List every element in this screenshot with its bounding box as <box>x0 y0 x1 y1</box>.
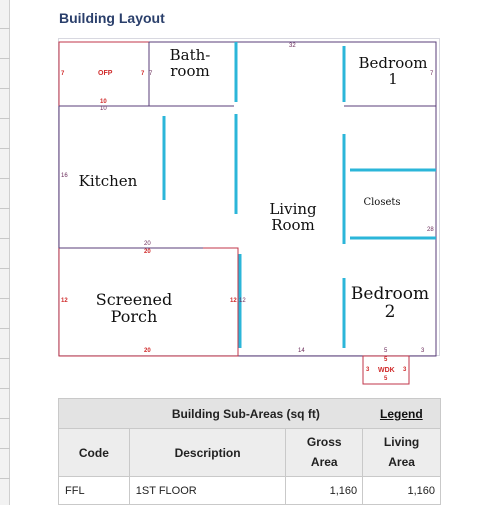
label-ofp: OFP <box>98 70 113 77</box>
rail-tick <box>0 28 10 29</box>
dim-ofp-left: 7 <box>61 71 65 77</box>
room-bedroom-1: Bedroom 1 <box>358 54 428 88</box>
dim-top: 32 <box>289 43 296 49</box>
rail-tick <box>0 448 10 449</box>
dim-ofp-bottom-2: 10 <box>100 106 107 112</box>
dim-porch-left: 12 <box>61 298 68 304</box>
cell-code: FFL <box>59 477 130 505</box>
rail-tick <box>0 478 10 479</box>
rail-tick <box>0 388 10 389</box>
dim-ofp-bottom: 10 <box>100 99 107 105</box>
col-gross-area: Gross Area <box>286 429 363 477</box>
floor-plan <box>58 38 440 388</box>
floor-plan-drawing <box>58 38 440 388</box>
rail-tick <box>0 328 10 329</box>
rail-tick <box>0 268 10 269</box>
dim-deck-top: 5 <box>384 348 388 354</box>
rail-tick <box>0 358 10 359</box>
rail-tick <box>0 148 10 149</box>
rail-tick <box>0 298 10 299</box>
cell-gross-area: 1,160 <box>286 477 363 505</box>
cell-description: 1ST FLOOR <box>129 477 286 505</box>
rail-tick <box>0 118 10 119</box>
rail-tick <box>0 88 10 89</box>
legend-link[interactable]: Legend <box>379 406 423 421</box>
dim-ofp-right-2: 7 <box>149 71 153 77</box>
cell-living-area: 1,160 <box>363 477 441 505</box>
col-living-area: Living Area <box>363 429 441 477</box>
rail-tick <box>0 58 10 59</box>
dim-ofp-right: 7 <box>141 71 145 77</box>
sub-areas-table <box>58 398 441 505</box>
dim-deck-bottom: 5 <box>384 376 388 382</box>
dim-deck-left: 3 <box>366 367 370 373</box>
rail-tick <box>0 178 10 179</box>
room-living: Living Room <box>269 200 317 234</box>
dim-porch-right-2: 12 <box>239 298 246 304</box>
page-title: Building Layout <box>59 10 165 26</box>
left-rail <box>0 0 10 505</box>
table-title: Building Sub-Areas (sq ft) <box>59 399 363 429</box>
dim-bottom-mid: 14 <box>298 348 305 354</box>
room-bedroom-2: Bedroom 2 <box>350 284 430 322</box>
table-header-row <box>59 429 441 477</box>
dim-closet-right: 28 <box>427 227 434 233</box>
label-wdk: WDK <box>378 367 395 374</box>
rail-tick <box>0 418 10 419</box>
col-description: Description <box>129 429 286 477</box>
room-closets: Closets <box>363 197 401 208</box>
dim-bedroom1-right: 7 <box>430 71 434 77</box>
dim-porch-bottom: 20 <box>144 348 151 354</box>
room-kitchen: Kitchen <box>78 172 138 190</box>
col-code: Code <box>59 429 130 477</box>
dim-deck-right: 3 <box>421 348 425 354</box>
rail-tick <box>0 238 10 239</box>
table-title-row <box>59 399 441 429</box>
table-row <box>59 477 441 505</box>
room-screened-porch: Screened Porch <box>95 290 173 326</box>
dim-porch-right: 12 <box>230 298 237 304</box>
dim-porch-top: 20 <box>144 241 151 247</box>
dim-deck-top-2: 5 <box>384 357 388 363</box>
rail-tick <box>0 208 10 209</box>
dim-porch-top-2: 20 <box>144 249 151 255</box>
room-bathroom: Bath- room <box>169 46 211 80</box>
dim-kitchen-left: 16 <box>61 173 68 179</box>
dim-deck-right-2: 3 <box>403 367 407 373</box>
